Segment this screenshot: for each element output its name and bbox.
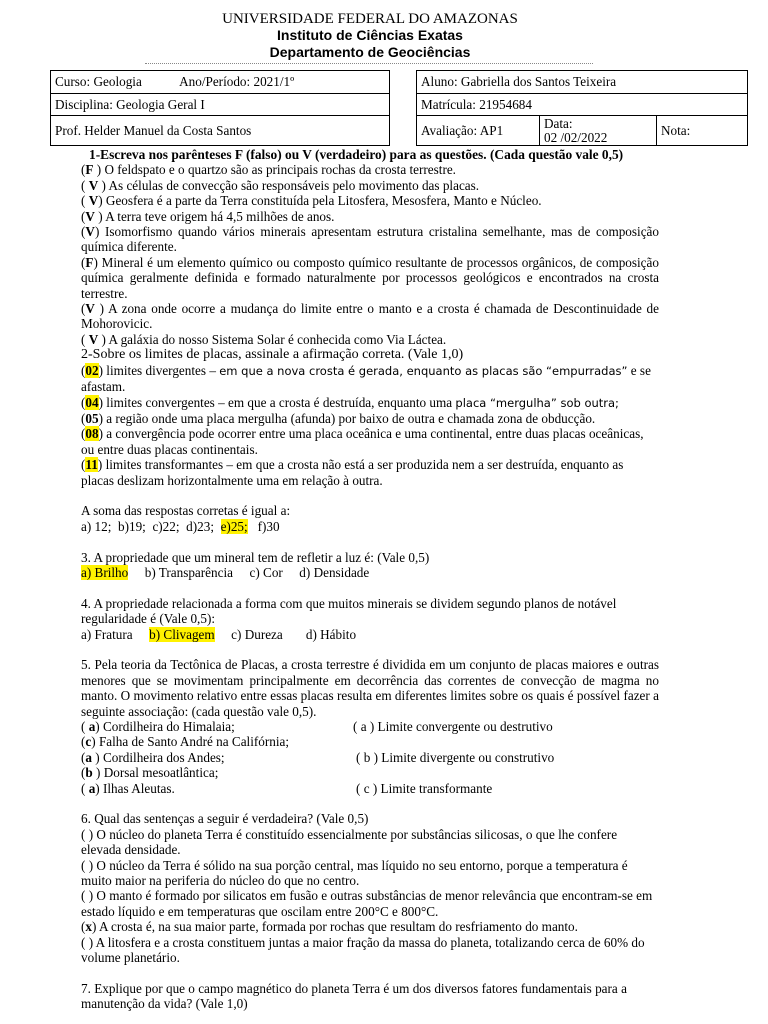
option-selected: b) Clivagem	[149, 626, 215, 642]
q5-title: 5. Pela teoria da Tectônica de Placas, a crosta terrestre é dividida em um conjunto de placas maiores e outras menores que se movimentam principalmente em decorrência das correntes de convecção de magma no manto. O movimento relativo entre essas placas resulta em diferentes limites sobre os quais é possível fazer a seguinte associação: (cada questão vale 0,5).	[81, 657, 659, 719]
q7-title: 7. Explique por que o campo magnético do planeta Terra é um dos diversos fatores fundamentais para a manutenção da vida? (Vale 1,0)	[81, 980, 627, 1012]
option: a) Fratura	[81, 626, 133, 642]
q2-item: (11) limites transformantes – em que a crosta não está a ser produzida nem a ser destruída, enquanto as placas deslizam horizontalmente uma em relação à outra.	[81, 457, 624, 488]
answer-mark: V	[88, 193, 99, 209]
answer-mark: V	[88, 177, 99, 193]
student-name: Aluno: Gabriella dos Santos Teixeira	[417, 71, 748, 94]
date-cell	[540, 116, 657, 146]
q6-item: ( ) O núcleo do planeta Terra é constituído essencialmente por substâncias silicosas, o que lhe confere elevada densidade.	[81, 826, 618, 858]
option-selected: e)25;	[220, 518, 248, 534]
option: b) Transparência	[144, 564, 233, 580]
q5-option: ( c ) Limite transformante	[356, 780, 493, 796]
q2-item: (04) limites convergentes – em que a crosta é destruída, enquanto uma placa “mergulha” sob outra;	[81, 394, 619, 410]
course-cell	[51, 71, 390, 94]
q5-row: (a ) Cordilheira dos Andes; ( b ) Limite divergente ou construtivo	[81, 749, 555, 765]
q1-item: (V ) A terra teve origem há 4,5 milhões de anos.	[81, 208, 335, 224]
q5-row: (b ) Dorsal mesoatlântica;	[81, 765, 219, 781]
q6-title: 6. Qual das sentenças a seguir é verdadeira? (Vale 0,5)	[81, 811, 369, 827]
student-info-table	[416, 70, 748, 146]
option: b)19;	[118, 518, 146, 534]
q5-row: ( a) Ilhas Aleutas. ( c ) Limite transformante	[81, 780, 493, 796]
answer-mark: a	[85, 749, 92, 765]
q4-title: 4. A propriedade relacionada a forma com que muitos minerais se dividem segundo planos de notável regularidade é (Vale 0,5):	[81, 595, 617, 627]
q2-item: (05) a região onde uma placa mergulha (afunda) por baixo de outra e chamada zona de obducção.	[81, 410, 596, 426]
q1-item: ( V ) As células de convecção são responsáveis pelo movimento das placas.	[81, 177, 480, 193]
option: a) 12;	[81, 518, 112, 534]
option: d) Hábito	[305, 626, 357, 642]
q6-item: (x) A crosta é, na sua maior parte, formada por rochas que resultam do resfriamento do manto.	[81, 919, 578, 935]
answer-number: 11	[85, 457, 98, 473]
department-name: Departamento de Geociências	[269, 44, 471, 60]
option: d)23;	[186, 518, 214, 534]
answer-number: 05	[85, 410, 99, 426]
q1-item: (V ) A zona onde ocorre a mudança do limite entre o manto e a crosta é chamada de Descontinuidade de Mohorovicic.	[81, 301, 659, 332]
q5-option: ( b ) Limite divergente ou construtivo	[356, 749, 555, 765]
q1-item: ( V) Geosfera é a parte da Terra constituída pela Litosfera, Mesosfera, Manto e Núcleo.	[81, 193, 542, 209]
evaluation: Avaliação: AP1	[417, 116, 540, 146]
q6-item: ( ) O núcleo da Terra é sólido na sua porção central, mas líquido no seu entorno, porque a temperatura é muito maior na periferia do núcleo do que no centro.	[81, 857, 628, 889]
discipline: Disciplina: Geologia Geral I	[51, 94, 390, 116]
period: Ano/Período: 2021/1º	[179, 74, 295, 90]
option: d) Densidade	[299, 564, 370, 580]
q1-item: (F ) O feldspato e o quartzo são as principais rochas da crosta terrestre.	[81, 162, 456, 178]
q2-item: (02) limites divergentes – em que a nova crosta é gerada, enquanto as placas são “empurradas” e se afastam.	[81, 362, 651, 395]
option: c) Cor	[249, 564, 283, 580]
answer-mark: F	[85, 254, 94, 270]
answer-mark: x	[85, 919, 92, 935]
answer-number: 08	[85, 426, 99, 442]
answer-mark: F	[85, 162, 94, 178]
registration-number: Matrícula: 21954684	[417, 94, 748, 116]
course: Curso: Geologia	[55, 74, 142, 90]
q4-options	[81, 627, 659, 642]
answer-mark: a	[88, 780, 96, 796]
q2-item: (08) a convergência pode ocorrer entre uma placa oceânica e uma continental, entre duas placas oceânicas, ou entre duas placas continentais.	[81, 426, 644, 457]
option: c)22;	[152, 518, 180, 534]
answer-number: 02	[85, 362, 99, 378]
q6-item: ( ) O manto é formado por silicatos em fusão e outras substâncias de menor relevância que encontram-se em estado líquido e em temperaturas que oscilam entre 200°C e 800°C.	[81, 888, 653, 919]
option-selected: a) Brilho	[81, 564, 129, 580]
answer-mark: a	[88, 718, 96, 734]
q1-title: 1-Escreva nos parênteses F (falso) ou V (verdadeiro) para as questões. (Cada questão vale 0,5)	[89, 147, 624, 162]
q1-item: (V) Isomorfismo quando vários minerais apresentam estrutura cristalina semelhante, mas de composição química diferente.	[81, 224, 659, 255]
q3-options	[81, 565, 659, 580]
q2-title: 2-Sobre os limites de placas, assinale a afirmação correta. (Vale 1,0)	[81, 347, 464, 363]
date-label: Data:	[544, 115, 573, 131]
exam-content	[81, 147, 659, 1012]
header-divider	[145, 63, 593, 64]
answer-mark: b	[85, 765, 93, 781]
option: c) Dureza	[231, 626, 283, 642]
answer-mark: c	[85, 734, 92, 750]
q1-item: ( V ) A galáxia do nosso Sistema Solar é conhecida como Via Láctea.	[81, 331, 447, 347]
option: f)30	[257, 518, 280, 534]
q5-row: (c) Falha de Santo André na Califórnia;	[81, 734, 290, 750]
date-value: 02 /02/2022	[544, 129, 608, 145]
q2-sum-text: A soma das respostas corretas é igual a:	[81, 503, 291, 519]
course-info-table	[50, 70, 390, 146]
university-name: UNIVERSIDADE FEDERAL DO AMAZONAS	[222, 11, 518, 27]
grade: Nota:	[657, 116, 748, 146]
q5-option: ( a ) Limite convergente ou destrutivo	[353, 718, 553, 734]
answer-mark: V	[85, 301, 95, 317]
q1-item: (F) Mineral é um elemento químico ou composto químico resultante de processos orgânicos, de composição química geralmente definida e formado naturalmente por processos geológicos e encontrados na crosta terrestre.	[81, 254, 659, 301]
answer-mark: V	[88, 331, 99, 347]
q5-row: ( a) Cordilheira do Himalaia; ( a ) Limite convergente ou destrutivo	[81, 718, 553, 734]
q3-title: 3. A propriedade que um mineral tem de refletir a luz é: (Vale 0,5)	[81, 549, 430, 565]
q2-options	[81, 519, 659, 534]
answer-mark: V	[85, 224, 95, 240]
professor: Prof. Helder Manuel da Costa Santos	[51, 116, 390, 146]
institute-name: Instituto de Ciências Exatas	[277, 27, 463, 43]
q6-item: ( ) A litosfera e a crosta constituem juntas a maior fração da massa do planeta, totalizando cerca de 60% do volume planetário.	[81, 934, 645, 966]
answer-number: 04	[85, 394, 99, 410]
answer-mark: V	[85, 208, 95, 224]
